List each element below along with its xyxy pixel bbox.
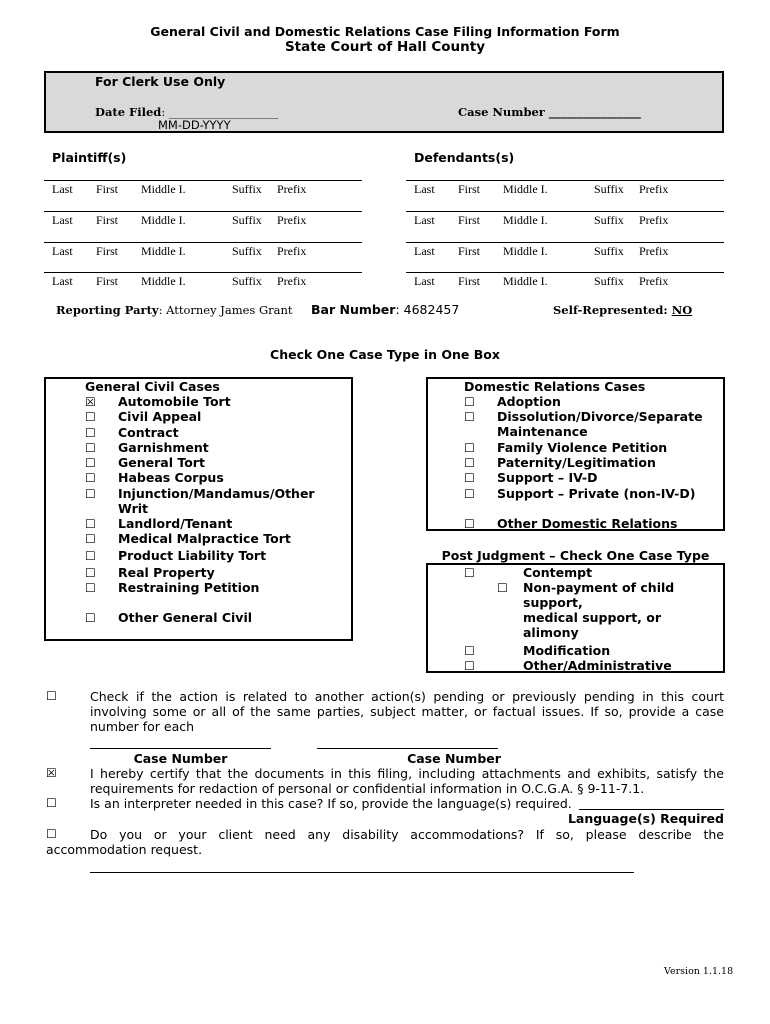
version-label: Version 1.1.18 bbox=[664, 966, 734, 977]
case-type-label: medical support, or bbox=[523, 610, 662, 625]
defendant-field-label: First bbox=[458, 213, 481, 227]
case-type-checkbox[interactable]: ☐ bbox=[85, 441, 96, 455]
plaintiff-field-label: Suffix bbox=[232, 274, 262, 288]
interpreter-checkbox[interactable]: ☐ bbox=[46, 796, 57, 810]
case-type-checkbox[interactable]: ☐ bbox=[85, 471, 96, 485]
case-type-label: Other/Administrative bbox=[523, 658, 672, 673]
case-type-label: Habeas Corpus bbox=[118, 470, 224, 485]
case-type-checkbox[interactable]: ☐ bbox=[85, 566, 96, 580]
defendant-field-label: Middle I. bbox=[503, 274, 548, 288]
language-line[interactable] bbox=[579, 809, 724, 810]
defendant-field-label: First bbox=[458, 274, 481, 288]
plaintiff-field-label: Middle I. bbox=[141, 182, 186, 196]
plaintiff-field-label: Prefix bbox=[277, 213, 307, 227]
domestic-relations-heading: Domestic Relations Cases bbox=[464, 379, 646, 394]
case-type-checkbox[interactable]: ☐ bbox=[464, 471, 475, 485]
case-type-label: Support – IV-D bbox=[497, 470, 598, 485]
plaintiff-field-label: Last bbox=[52, 182, 73, 196]
case-type-label: Family Violence Petition bbox=[497, 440, 668, 455]
self-represented-label: Self-Represented: bbox=[553, 303, 668, 317]
case-type-label: General Tort bbox=[118, 455, 205, 470]
case-type-checkbox[interactable]: ☐ bbox=[464, 517, 475, 531]
defendant-field-label: Middle I. bbox=[503, 182, 548, 196]
case-type-label: Garnishment bbox=[118, 440, 209, 455]
case-number-field[interactable]: Case Number ________________ bbox=[458, 105, 641, 119]
plaintiff-field-label: Last bbox=[52, 244, 73, 258]
language-label: Language(s) Required bbox=[567, 811, 724, 826]
plaintiff-field-label: Suffix bbox=[232, 182, 262, 196]
case-number-line-1[interactable] bbox=[90, 748, 271, 749]
plaintiff-field-label: Prefix bbox=[277, 182, 307, 196]
case-type-checkbox[interactable]: ☐ bbox=[464, 395, 475, 409]
general-civil-heading: General Civil Cases bbox=[85, 379, 220, 394]
case-type-label: Support – Private (non-IV-D) bbox=[497, 486, 696, 501]
self-represented-value[interactable]: NO bbox=[671, 303, 693, 317]
interpreter-text: Is an interpreter needed in this case? If so, provide the language(s) required. bbox=[90, 796, 572, 811]
plaintiff-field-label: Last bbox=[52, 274, 73, 288]
disability-checkbox[interactable]: ☐ bbox=[46, 827, 57, 841]
plaintiff-field-label: Middle I. bbox=[141, 213, 186, 227]
plaintiff-field-label: Middle I. bbox=[141, 244, 186, 258]
case-type-label: Medical Malpractice Tort bbox=[118, 531, 291, 546]
defendant-row-line bbox=[406, 211, 724, 212]
defendant-row-line bbox=[406, 242, 724, 243]
reporting-party-value[interactable]: : Attorney James Grant bbox=[158, 303, 293, 317]
defendant-field-label: Prefix bbox=[639, 274, 669, 288]
case-type-label: Modification bbox=[523, 643, 611, 658]
post-judgment-heading: Post Judgment – Check One Case Type bbox=[441, 548, 710, 563]
bar-number bbox=[311, 302, 459, 317]
case-type-checkbox[interactable]: ☐ bbox=[85, 581, 96, 595]
accommodation-line[interactable] bbox=[90, 872, 634, 873]
post-judgment-box bbox=[426, 563, 725, 673]
case-type-label: Civil Appeal bbox=[118, 409, 202, 424]
plaintiffs-label: Plaintiff(s) bbox=[52, 150, 127, 165]
defendant-field-label: Last bbox=[414, 182, 435, 196]
certify-checkbox[interactable]: ☒ bbox=[46, 766, 57, 780]
defendants-label: Defendants(s) bbox=[414, 150, 515, 165]
case-number-label-2: Case Number bbox=[407, 751, 501, 766]
plaintiff-row-line bbox=[44, 180, 362, 181]
date-filed-field[interactable]: : ___________________ bbox=[161, 105, 279, 119]
case-type-checkbox[interactable]: ☐ bbox=[464, 566, 475, 580]
date-format-hint: MM-DD-YYYY bbox=[158, 118, 231, 132]
plaintiff-row-line bbox=[44, 211, 362, 212]
defendant-field-label: Last bbox=[414, 274, 435, 288]
defendant-field-label: Suffix bbox=[594, 274, 624, 288]
case-type-checkbox[interactable]: ☐ bbox=[85, 456, 96, 470]
case-type-label: Landlord/Tenant bbox=[118, 516, 233, 531]
case-type-checkbox[interactable]: ☐ bbox=[464, 456, 475, 470]
plaintiff-field-label: First bbox=[96, 182, 119, 196]
related-action-checkbox[interactable]: ☐ bbox=[46, 689, 57, 703]
bar-number-value[interactable]: : 4682457 bbox=[395, 302, 460, 317]
case-type-checkbox[interactable]: ☐ bbox=[85, 517, 96, 531]
case-type-checkbox[interactable]: ☐ bbox=[464, 410, 475, 424]
case-type-label: support, bbox=[523, 595, 583, 610]
defendant-row-line bbox=[406, 272, 724, 273]
form-title: General Civil and Domestic Relations Case Filing Information Form bbox=[150, 24, 620, 39]
date-filed bbox=[95, 105, 278, 119]
case-type-label: Contempt bbox=[523, 565, 593, 580]
case-number-line-2[interactable] bbox=[317, 748, 498, 749]
case-type-label: Writ bbox=[118, 501, 148, 516]
case-type-label: Other Domestic Relations bbox=[497, 516, 678, 531]
case-type-label: Product Liability Tort bbox=[118, 548, 267, 563]
defendant-row-line bbox=[406, 180, 724, 181]
case-type-heading: Check One Case Type in One Box bbox=[270, 347, 500, 362]
case-type-label: Real Property bbox=[118, 565, 215, 580]
plaintiff-row-line bbox=[44, 242, 362, 243]
defendant-field-label: Prefix bbox=[639, 244, 669, 258]
clerk-heading: For Clerk Use Only bbox=[95, 74, 226, 89]
defendant-field-label: Prefix bbox=[639, 182, 669, 196]
defendant-field-label: Last bbox=[414, 213, 435, 227]
plaintiff-field-label: Prefix bbox=[277, 274, 307, 288]
case-type-checkbox[interactable]: ☐ bbox=[85, 532, 96, 546]
date-filed-label: Date Filed bbox=[95, 105, 162, 119]
defendant-field-label: Suffix bbox=[594, 213, 624, 227]
plaintiff-field-label: Suffix bbox=[232, 213, 262, 227]
case-type-label: alimony bbox=[523, 625, 579, 640]
case-type-checkbox[interactable]: ☐ bbox=[85, 549, 96, 563]
plaintiff-field-label: Last bbox=[52, 213, 73, 227]
reporting-party bbox=[56, 303, 293, 317]
court-name: State Court of Hall County bbox=[284, 39, 486, 55]
case-type-checkbox[interactable]: ☒ bbox=[85, 395, 96, 409]
case-type-checkbox[interactable]: ☐ bbox=[497, 581, 508, 595]
plaintiff-field-label: Prefix bbox=[277, 244, 307, 258]
case-type-label: Restraining Petition bbox=[118, 580, 260, 595]
disability-text: Do you or your client need any disability accommodations? If so, please describe the accommodation request. bbox=[46, 827, 724, 857]
plaintiff-field-label: First bbox=[96, 274, 119, 288]
case-type-checkbox[interactable]: ☐ bbox=[464, 487, 475, 501]
case-type-label: Dissolution/Divorce/Separate bbox=[497, 409, 703, 424]
clerk-use-box bbox=[44, 71, 724, 133]
plaintiff-field-label: Middle I. bbox=[141, 274, 186, 288]
case-type-checkbox[interactable]: ☐ bbox=[464, 659, 475, 673]
certify-text: I hereby certify that the documents in this filing, including attachments and exhibits, satisfy the requirements for redaction of personal or confidential information in O.C.G.A. § 9-11-7.1. bbox=[90, 766, 724, 796]
case-type-label: Automobile Tort bbox=[118, 394, 231, 409]
defendant-field-label: Prefix bbox=[639, 213, 669, 227]
case-type-checkbox[interactable]: ☐ bbox=[85, 410, 96, 424]
defendant-field-label: Suffix bbox=[594, 244, 624, 258]
case-type-label: Other General Civil bbox=[118, 610, 253, 625]
case-type-label: Non-payment of child bbox=[523, 580, 675, 595]
defendant-field-label: First bbox=[458, 182, 481, 196]
plaintiff-field-label: Suffix bbox=[232, 244, 262, 258]
defendant-field-label: First bbox=[458, 244, 481, 258]
general-civil-box bbox=[44, 377, 353, 641]
case-type-checkbox[interactable]: ☐ bbox=[464, 441, 475, 455]
defendant-field-label: Last bbox=[414, 244, 435, 258]
case-type-checkbox[interactable]: ☐ bbox=[85, 487, 96, 501]
reporting-party-label: Reporting Party bbox=[56, 303, 159, 317]
plaintiff-field-label: First bbox=[96, 244, 119, 258]
self-represented bbox=[553, 303, 692, 317]
case-type-checkbox[interactable]: ☐ bbox=[85, 611, 96, 625]
case-type-label: Contract bbox=[118, 425, 179, 440]
bar-number-label: Bar Number bbox=[311, 302, 396, 317]
case-type-label: Maintenance bbox=[497, 424, 588, 439]
domestic-relations-box bbox=[426, 377, 725, 531]
defendant-field-label: Suffix bbox=[594, 182, 624, 196]
plaintiff-row-line bbox=[44, 272, 362, 273]
case-type-label: Paternity/Legitimation bbox=[497, 455, 656, 470]
defendant-field-label: Middle I. bbox=[503, 244, 548, 258]
related-action-text: Check if the action is related to another action(s) pending or previously pending in this court involving some or all of the same parties, subject matter, or factual issues. If so, provide a case number for each bbox=[90, 689, 724, 734]
defendant-field-label: Middle I. bbox=[503, 213, 548, 227]
case-type-label: Injunction/Mandamus/Other bbox=[118, 486, 315, 501]
case-type-checkbox[interactable]: ☐ bbox=[85, 426, 96, 440]
case-type-label: Adoption bbox=[497, 394, 561, 409]
case-type-checkbox[interactable]: ☐ bbox=[464, 644, 475, 658]
case-number-label-1: Case Number bbox=[133, 751, 228, 766]
plaintiff-field-label: First bbox=[96, 213, 119, 227]
